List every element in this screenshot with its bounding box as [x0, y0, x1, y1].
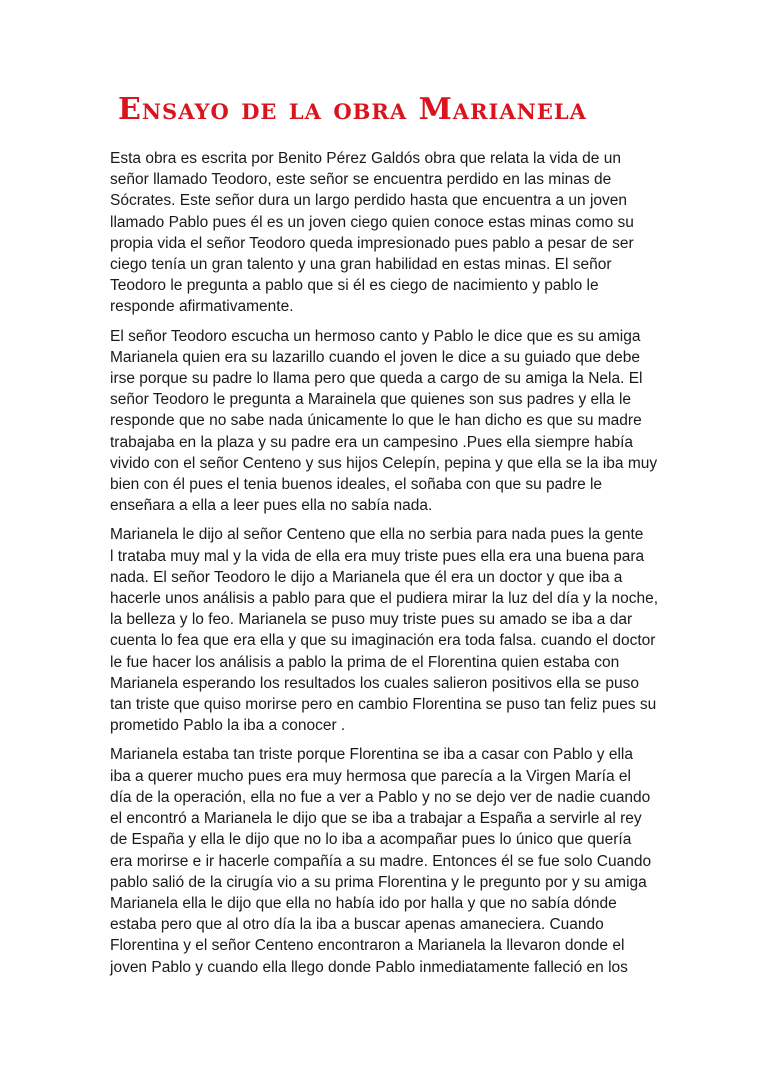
paragraph-4: [110, 744, 670, 977]
text-line: la belleza y lo feo. Marianela se puso muy triste pues su amado se iba a dar: [110, 611, 633, 629]
text-line: joven Pablo y cuando ella llego donde Pablo inmediatamente falleció en los: [110, 958, 628, 976]
text-line: Teodoro le pregunta a pablo que si él es ciego de nacimiento y pablo le: [110, 277, 599, 295]
text-line: Florentina y el señor Centeno encontraron a Marianela la llevaron donde el: [110, 937, 625, 955]
text-line: pablo salió de la cirugía vio a su prima Florentina y le pregunto por y su amiga: [110, 873, 647, 891]
text-line: vivido con el señor Centeno y sus hijos Celepín, pepina y que ella se la iba muy: [110, 454, 658, 472]
text-line: cuenta lo fea que era ella y que su imaginación era toda falsa. cuando el doctor: [110, 632, 656, 650]
text-line: señor Teodoro le pregunta a Marainela que quienes son sus padres y ella le: [110, 391, 632, 409]
text-line: le fue hacer los análisis a pablo la prima de el Florentina quien estaba con: [110, 653, 620, 671]
text-line: iba a querer mucho pues era muy hermosa que parecía a la Virgen María el: [110, 767, 631, 785]
text-line: Marianela le dijo al señor Centeno que ella no serbia para nada pues la gente: [110, 526, 644, 544]
text-line: estaba pero que al otro día la iba a buscar apenas amaneciera. Cuando: [110, 916, 604, 934]
text-line: llamado Pablo pues él es un joven ciego quien conoce estas minas como su: [110, 213, 634, 231]
text-line: Marianela quien era su lazarillo cuando el joven le dice a su guiado que debe: [110, 348, 640, 366]
text-line: era morirse e ir hacerle compañía a su madre. Entonces él se fue solo Cuando: [110, 852, 652, 870]
text-line: nada. El señor Teodoro le dijo a Marianela que él era un doctor y que iba a: [110, 568, 623, 586]
text-line: hacerle unos análisis a pablo para que el pudiera mirar la luz del día y la noche,: [110, 590, 659, 608]
paragraph-3: [110, 524, 670, 736]
text-line: responde afirmativamente.: [110, 298, 294, 316]
text-line: señor llamado Teodoro, este señor se encuentra perdido en las minas de: [110, 171, 612, 189]
text-line: de España y ella le dijo que no lo iba a acompañar pues lo único que quería: [110, 831, 632, 849]
text-line: irse porque su padre lo llama pero que queda a cargo de su amiga la Nela. El: [110, 370, 643, 388]
text-line: bien con él pues el tenia buenos ideales, el soñaba con que su padre le: [110, 476, 603, 494]
text-line: Esta obra es escrita por Benito Pérez Galdós obra que relata la vida de un: [110, 150, 621, 167]
text-line: Marianela estaba tan triste porque Florentina se iba a casar con Pablo y ella: [110, 746, 633, 764]
text-line: propia vida el señor Teodoro queda impresionado pues pablo a pesar de ser: [110, 234, 634, 252]
text-line: prometido Pablo la iba a conocer .: [110, 717, 346, 735]
paragraph-1: [110, 148, 670, 318]
essay-body: [110, 148, 670, 986]
text-line: día de la operación, ella no fue a ver a Pablo y no se dejo ver de nadie cuando: [110, 788, 651, 806]
text-line: ciego tenía un gran talento y una gran habilidad en estas minas. El señor: [110, 256, 612, 274]
text-line: Marianela ella le dijo que ella no había ido por halla y que no sabía dónde: [110, 894, 617, 912]
text-line: trabajaba en la plaza y su padre era un campesino .Pues ella siempre había: [110, 433, 634, 451]
text-line: Sócrates. Este señor dura un largo perdido hasta que encuentra a un joven: [110, 192, 628, 210]
text-line: el encontró a Marianela le dijo que se iba a trabajar a España a servirle al rey: [110, 810, 642, 828]
text-line: l trataba muy mal y la vida de ella era muy triste pues ella era una buena para: [110, 547, 645, 565]
text-line: responde que no sabe nada únicamente lo que le han dicho es que su madre: [110, 412, 642, 430]
text-line: enseñara a ella a leer pues ella no sabía nada.: [110, 497, 433, 515]
page-title: Ensayo de la obra Marianela: [118, 92, 587, 127]
text-line: Marianela esperando los resultados los cuales salieron positivos ella se puso: [110, 674, 640, 692]
text-line: tan triste que quiso morirse pero en cambio Florentina se puso tan feliz pues su: [110, 696, 657, 714]
paragraph-2: [110, 326, 670, 517]
text-line: El señor Teodoro escucha un hermoso canto y Pablo le dice que es su amiga: [110, 327, 641, 345]
